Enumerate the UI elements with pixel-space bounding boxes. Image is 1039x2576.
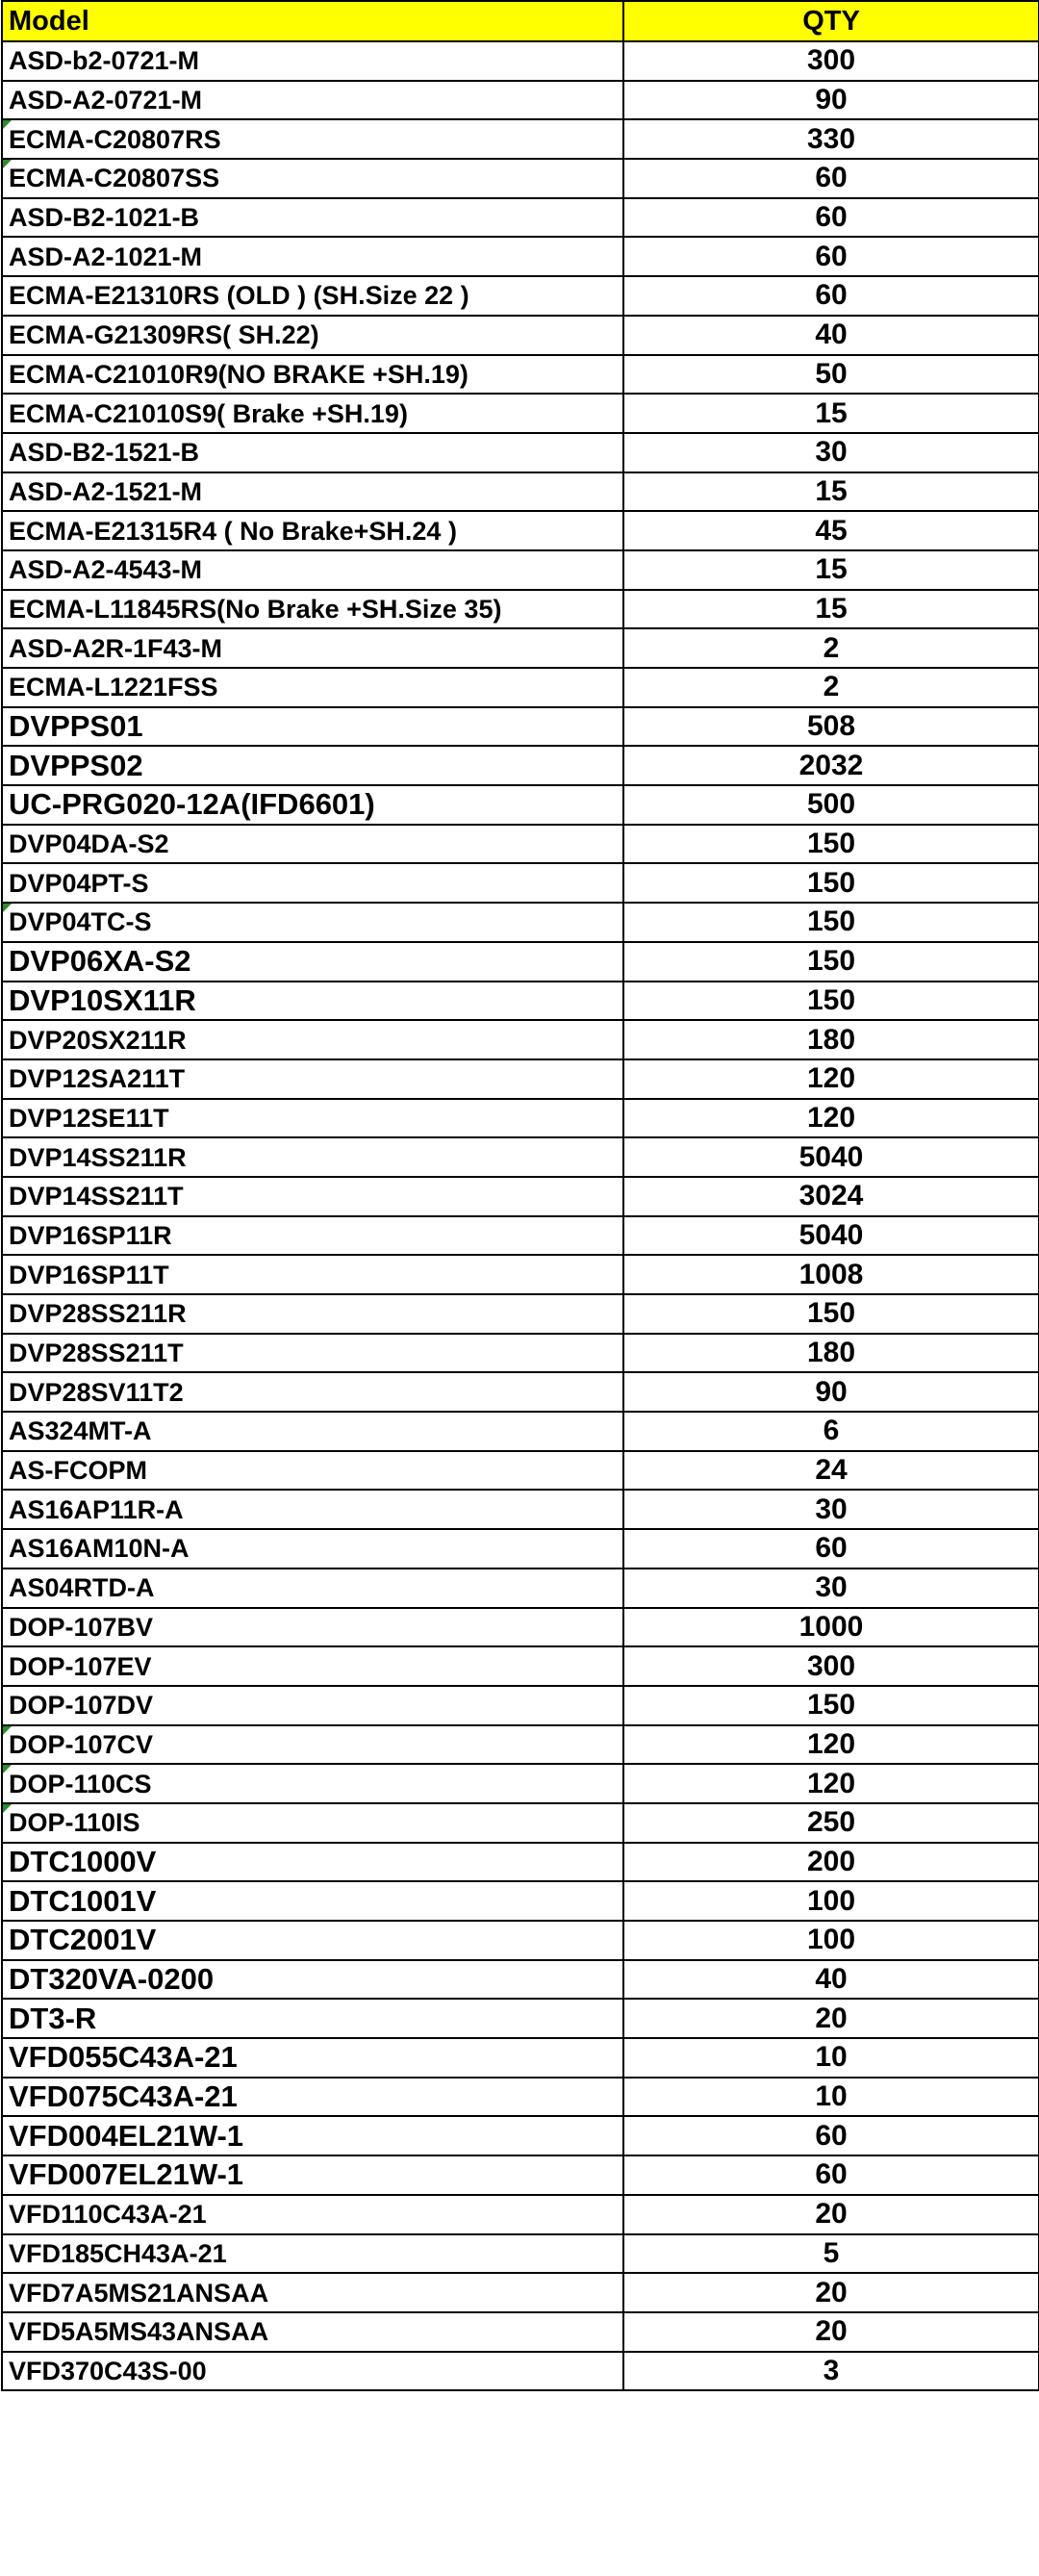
table-row [2,433,1039,472]
table-row [2,2078,1039,2117]
model-text: DVP14SS211R [9,1142,187,1172]
qty-cell[interactable]: 30 [623,433,1039,472]
model-cell[interactable] [2,472,623,512]
model-text: ECMA-C21010R9(NO BRAKE +SH.19) [9,359,469,389]
table-row [2,237,1039,276]
table-row [2,1451,1039,1491]
qty-cell[interactable]: 30 [623,1490,1039,1529]
model-text: VFD075C43A-21 [9,2079,238,2114]
model-cell[interactable] [2,942,623,982]
qty-cell[interactable]: 1000 [623,1608,1039,1647]
header-model[interactable]: Model [2,1,623,41]
table-row [2,2273,1039,2312]
table-row [2,550,1039,590]
model-text: DVP04PT-S [9,868,149,898]
model-text: DVPPS02 [9,748,143,782]
model-text: VFD185CH43A-21 [9,2238,227,2268]
model-text: UC-PRG020-12A(IFD6601) [9,787,375,822]
qty-cell[interactable]: 150 [623,903,1039,942]
table-row [2,1686,1039,1725]
qty-cell[interactable]: 250 [623,1803,1039,1843]
qty-cell[interactable]: 3024 [623,1177,1039,1216]
qty-cell[interactable]: 90 [623,81,1039,120]
model-cell[interactable] [2,2195,623,2234]
qty-cell[interactable]: 180 [623,1334,1039,1373]
model-cell[interactable] [2,1020,623,1059]
qty-cell[interactable]: 150 [623,942,1039,982]
model-cell[interactable] [2,1177,623,1216]
model-text: ASD-B2-1521-B [9,438,200,468]
model-text: ECMA-C20807SS [9,164,220,193]
qty-cell[interactable]: 150 [623,1294,1039,1334]
model-text: DVP16SP11R [9,1220,172,1250]
table-row [2,785,1039,825]
qty-cell[interactable]: 6 [623,1412,1039,1451]
model-text: ECMA-C20807RS [9,124,221,154]
table-row [2,668,1039,707]
model-cell[interactable] [2,316,623,355]
table-row [2,1294,1039,1334]
table-row [2,2352,1039,2391]
qty-cell[interactable]: 120 [623,1099,1039,1138]
model-cell[interactable] [2,1216,623,1256]
model-text: ECMA-L1221FSS [9,673,218,702]
model-cell[interactable] [2,1725,623,1765]
table-row [2,707,1039,747]
qty-cell[interactable]: 15 [623,394,1039,433]
qty-cell[interactable]: 50 [623,355,1039,395]
model-text: ASD-B2-1021-B [9,203,200,233]
model-cell[interactable] [2,1099,623,1138]
table-row [2,1529,1039,1569]
model-cell[interactable] [2,550,623,590]
model-text: VFD370C43S-00 [9,2356,207,2385]
qty-cell[interactable]: 100 [623,1921,1039,1960]
qty-cell[interactable]: 120 [623,1764,1039,1803]
table-row [2,1372,1039,1412]
model-text: ASD-b2-0721-M [9,46,200,76]
model-cell[interactable] [2,1334,623,1373]
comment-indicator-icon [3,904,12,912]
table-row [2,394,1039,433]
model-text: VFD7A5MS21ANSAA [9,2278,269,2308]
model-text: VFD055C43A-21 [9,2040,238,2075]
model-text: ECMA-E21310RS (OLD ) (SH.Size 22 ) [9,281,469,311]
model-cell[interactable] [2,2352,623,2391]
model-cell[interactable] [2,81,623,120]
model-cell[interactable] [2,628,623,668]
model-cell[interactable] [2,1137,623,1177]
table-row [2,1921,1039,1960]
table-row [2,2155,1039,2195]
model-cell[interactable] [2,1529,623,1569]
qty-cell[interactable]: 30 [623,1569,1039,1608]
model-cell[interactable] [2,119,623,159]
model-cell[interactable] [2,1764,623,1803]
model-cell[interactable] [2,2155,623,2195]
comment-indicator-icon [3,120,12,129]
table-row [2,198,1039,238]
model-cell[interactable] [2,2312,623,2352]
model-cell[interactable] [2,785,623,825]
qty-cell[interactable]: 150 [623,863,1039,903]
model-text: DVP28SS211T [9,1339,184,1368]
qty-cell[interactable]: 10 [623,2078,1039,2117]
table-row [2,1803,1039,1843]
model-text: VFD007EL21W-1 [9,2157,244,2192]
table-row [2,1764,1039,1803]
table-row [2,982,1039,1021]
table-row [2,1334,1039,1373]
table-row [2,1216,1039,1256]
qty-cell[interactable]: 60 [623,237,1039,276]
qty-cell[interactable]: 20 [623,2195,1039,2234]
model-text: DVP16SP11T [9,1260,169,1289]
table-row [2,1881,1039,1921]
qty-cell[interactable]: 508 [623,707,1039,747]
model-text: ECMA-C21010S9( Brake +SH.19) [9,398,408,428]
qty-cell[interactable]: 20 [623,2312,1039,2352]
model-cell[interactable] [2,433,623,472]
model-cell[interactable] [2,394,623,433]
qty-cell[interactable]: 20 [623,1999,1039,2038]
qty-cell[interactable]: 180 [623,1020,1039,1059]
model-cell[interactable] [2,982,623,1021]
model-cell[interactable] [2,903,623,942]
model-cell[interactable] [2,1059,623,1099]
table-row [2,316,1039,355]
model-text: AS16AM10N-A [9,1534,190,1564]
model-text: DVP28SV11T2 [9,1377,184,1407]
table-row [2,1059,1039,1099]
table-row [2,863,1039,903]
qty-cell[interactable]: 300 [623,41,1039,81]
qty-cell[interactable]: 60 [623,1529,1039,1569]
model-text: AS-FCOPM [9,1456,147,1486]
comment-indicator-icon [3,1804,12,1813]
model-cell[interactable] [2,2038,623,2078]
model-text: DOP-107CV [9,1729,154,1759]
table-row [2,1255,1039,1294]
qty-cell[interactable]: 40 [623,316,1039,355]
qty-cell[interactable]: 120 [623,1059,1039,1099]
model-cell[interactable] [2,1569,623,1608]
qty-cell[interactable]: 60 [623,159,1039,198]
table-row [2,1999,1039,2038]
model-cell[interactable] [2,746,623,785]
model-text: DVP20SX211R [9,1025,187,1055]
model-cell[interactable] [2,1843,623,1882]
qty-cell[interactable]: 15 [623,472,1039,512]
model-cell[interactable] [2,2116,623,2155]
model-text: DVPPS01 [9,709,143,744]
model-cell[interactable] [2,1412,623,1451]
table-row [2,2116,1039,2155]
qty-cell[interactable]: 150 [623,825,1039,864]
model-cell[interactable] [2,1881,623,1921]
model-text: VFD004EL21W-1 [9,2118,244,2153]
model-text: DVP28SS211R [9,1299,187,1329]
header-qty[interactable]: QTY [623,1,1039,41]
qty-cell[interactable]: 2 [623,668,1039,707]
table-row [2,1099,1039,1138]
model-cell[interactable] [2,1686,623,1725]
table-row [2,903,1039,942]
model-cell[interactable] [2,1608,623,1647]
qty-cell[interactable]: 60 [623,276,1039,316]
model-text: DTC2001V [9,1923,157,1957]
model-cell[interactable] [2,1255,623,1294]
model-cell[interactable] [2,825,623,864]
model-text: ECMA-L11845RS(No Brake +SH.Size 35) [9,594,502,624]
table-body [2,41,1039,2390]
table-row [2,1843,1039,1882]
model-cell[interactable] [2,355,623,395]
table-row [2,942,1039,982]
model-text: DT320VA-0200 [9,1962,215,1997]
table-row [2,628,1039,668]
table-row [2,355,1039,395]
qty-cell[interactable]: 15 [623,550,1039,590]
table-row [2,81,1039,120]
table-row [2,511,1039,550]
inventory-table [1,0,1039,2391]
model-cell[interactable] [2,1646,623,1686]
model-text: ASD-A2R-1F43-M [9,633,223,663]
qty-cell[interactable]: 5 [623,2234,1039,2274]
model-text: ASD-A2-0721-M [9,86,203,115]
qty-cell[interactable]: 150 [623,982,1039,1021]
table-row [2,1137,1039,1177]
model-cell[interactable] [2,198,623,238]
model-cell[interactable] [2,1999,623,2038]
model-text: DVP04DA-S2 [9,829,169,859]
model-text: VFD110C43A-21 [9,2200,207,2230]
qty-cell[interactable]: 10 [623,2038,1039,2078]
model-cell[interactable] [2,1451,623,1491]
qty-cell[interactable]: 60 [623,2155,1039,2195]
table-row [2,159,1039,198]
table-row [2,2195,1039,2234]
qty-cell[interactable]: 2032 [623,746,1039,785]
model-text: DOP-107BV [9,1612,154,1642]
qty-cell[interactable]: 60 [623,198,1039,238]
table-row [2,1725,1039,1765]
model-text: DTC1001V [9,1883,157,1918]
table-row [2,1490,1039,1529]
model-cell[interactable] [2,707,623,747]
qty-cell[interactable]: 20 [623,2273,1039,2312]
qty-cell[interactable]: 5040 [623,1137,1039,1177]
table-row [2,1412,1039,1451]
qty-cell[interactable]: 24 [623,1451,1039,1491]
model-cell[interactable] [2,276,623,316]
model-cell[interactable] [2,1803,623,1843]
model-cell[interactable] [2,863,623,903]
model-cell[interactable] [2,1921,623,1960]
table-row [2,1177,1039,1216]
model-text: DVP04TC-S [9,907,152,937]
table-row [2,1646,1039,1686]
model-cell[interactable] [2,2234,623,2274]
model-text: VFD5A5MS43ANSAA [9,2317,269,2347]
qty-cell[interactable]: 1008 [623,1255,1039,1294]
table-row [2,2312,1039,2352]
qty-cell[interactable]: 2 [623,628,1039,668]
qty-cell[interactable]: 45 [623,511,1039,550]
model-cell[interactable] [2,2078,623,2117]
comment-indicator-icon [3,1765,12,1773]
qty-cell[interactable]: 300 [623,1646,1039,1686]
model-text: ECMA-G21309RS( SH.22) [9,320,319,350]
table-row [2,1960,1039,2000]
table-row [2,472,1039,512]
model-text: DT3-R [9,2001,97,2035]
table-row [2,1608,1039,1647]
model-text: AS16AP11R-A [9,1494,184,1524]
model-text: DVP12SE11T [9,1103,169,1133]
model-cell[interactable] [2,1490,623,1529]
qty-cell[interactable]: 150 [623,1686,1039,1725]
table-row [2,1569,1039,1608]
model-text: DOP-107EV [9,1651,152,1681]
table-row [2,119,1039,159]
table-row [2,746,1039,785]
table-row [2,2234,1039,2274]
model-text: AS324MT-A [9,1416,152,1446]
model-text: DTC1000V [9,1844,157,1878]
header-row [2,1,1039,41]
table-row [2,1020,1039,1059]
comment-indicator-icon [3,160,12,168]
qty-cell[interactable]: 40 [623,1960,1039,2000]
model-text: DVP12SA211T [9,1064,186,1094]
qty-cell[interactable]: 90 [623,1372,1039,1412]
model-cell[interactable] [2,2273,623,2312]
qty-cell[interactable]: 200 [623,1843,1039,1882]
model-text: DVP10SX11R [9,982,196,1017]
model-text: DOP-110IS [9,1808,140,1838]
table-row [2,276,1039,316]
table-row [2,825,1039,864]
model-cell[interactable] [2,1372,623,1412]
model-text: ECMA-E21315R4 ( No Brake+SH.24 ) [9,516,457,546]
model-cell[interactable] [2,511,623,550]
qty-cell[interactable]: 330 [623,119,1039,159]
qty-cell[interactable]: 100 [623,1881,1039,1921]
qty-cell[interactable]: 120 [623,1725,1039,1765]
model-text: DVP06XA-S2 [9,944,191,979]
model-cell[interactable] [2,237,623,276]
qty-cell[interactable]: 15 [623,590,1039,629]
comment-indicator-icon [3,1726,12,1735]
qty-cell[interactable]: 5040 [623,1216,1039,1256]
qty-cell[interactable]: 500 [623,785,1039,825]
model-text: ASD-A2-1521-M [9,476,203,506]
qty-cell[interactable]: 3 [623,2352,1039,2391]
model-cell[interactable] [2,1960,623,2000]
model-text: DVP14SS211T [9,1182,184,1211]
table-row [2,41,1039,81]
model-cell[interactable] [2,1294,623,1334]
model-cell[interactable] [2,41,623,81]
model-text: DOP-110CS [9,1769,152,1798]
model-cell[interactable] [2,668,623,707]
model-text: DOP-107DV [9,1691,154,1721]
qty-cell[interactable]: 60 [623,2116,1039,2155]
model-text: AS04RTD-A [9,1573,155,1603]
table-row [2,590,1039,629]
table-row [2,2038,1039,2078]
model-cell[interactable] [2,159,623,198]
model-text: ASD-A2-1021-M [9,242,203,271]
model-cell[interactable] [2,590,623,629]
model-text: ASD-A2-4543-M [9,555,203,585]
